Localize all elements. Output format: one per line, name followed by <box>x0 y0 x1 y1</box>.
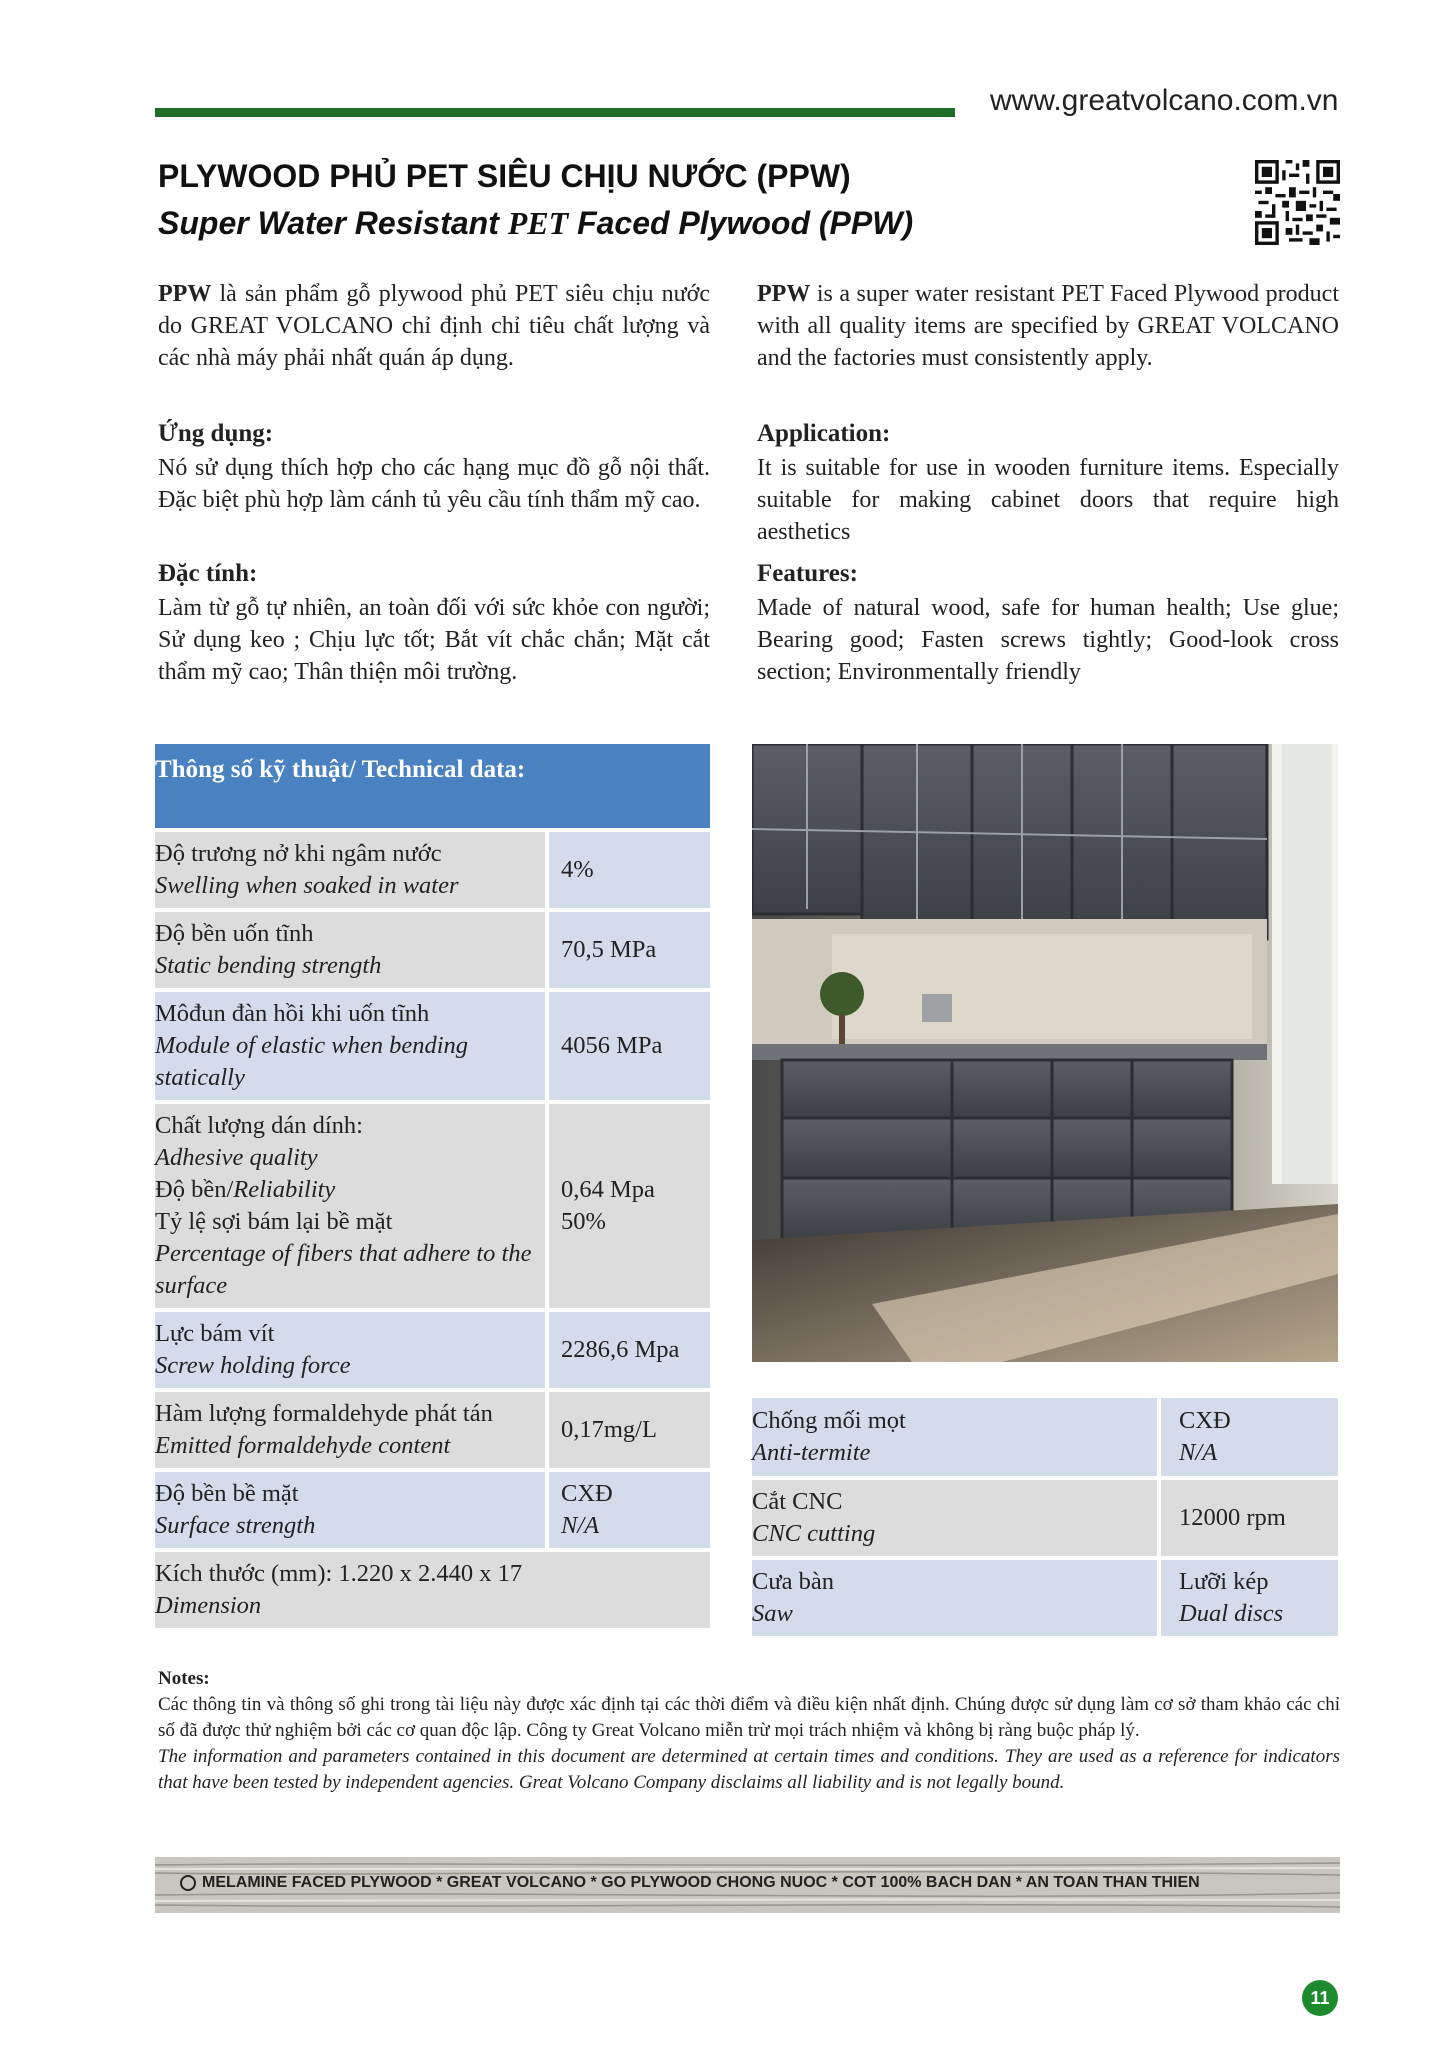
features-heading-en: Features: <box>757 560 858 587</box>
table-row <box>752 1558 1338 1638</box>
table-row <box>155 830 710 910</box>
row-value: CXĐ N/A <box>1159 1398 1338 1478</box>
intro-en: PPW is a super water resistant PET Faced Plywood product with all quality items are specified by GREAT VOLCANO and the factories must consistently apply. <box>757 281 1339 371</box>
kitchen-cabinet-photo <box>752 744 1338 1362</box>
row-value: 0,17mg/L <box>547 1390 710 1470</box>
application-heading-vn: Ứng dụng: <box>158 420 274 447</box>
table-header: Thông số kỹ thuật/ Technical data: <box>155 744 710 830</box>
application-text-en: It is suitable for use in wooden furniture items. Especially suitable for making cabinet doors that require high aesthetics <box>757 455 1339 545</box>
row-label: Lực bám vít Screw holding force <box>155 1310 547 1390</box>
table-row <box>155 1470 710 1550</box>
row-label: Môđun đàn hồi khi uốn tĩnh Module of elastic when bending statically <box>155 990 547 1102</box>
row-label: Chống mối mọt Anti-termite <box>752 1398 1159 1478</box>
side-spec-table <box>752 1398 1338 1640</box>
row-value: CXĐ N/A <box>547 1470 710 1550</box>
table-row <box>155 910 710 990</box>
table-row <box>155 1102 710 1310</box>
row-value: 0,64 Mpa 50% <box>547 1102 710 1310</box>
qr-code-icon[interactable] <box>1255 160 1340 245</box>
table-row <box>155 1310 710 1390</box>
features-text-vn: Làm từ gỗ tự nhiên, an toàn đối với sức khỏe con người; Sử dụng keo ; Chịu lực tốt; Bắt vít chắc chắn; Mặt cắt thẩm mỹ cao; Thân thiện môi trường. <box>158 595 710 685</box>
row-label: Độ bền uốn tĩnh Static bending strength <box>155 910 547 990</box>
table-row-dimension <box>155 1550 710 1630</box>
page-number: 11 <box>1302 1980 1338 2016</box>
title-english: Super Water Resistant PET Faced Plywood (PPW) <box>158 205 914 241</box>
row-label: Chất lượng dán dính: Adhesive quality Độ bền/Reliability Tỷ lệ sợi bám lại bề mặt Percentage of fibers that adhere to the surface <box>155 1102 547 1310</box>
row-label: Độ trương nở khi ngâm nước Swelling when soaked in water <box>155 830 547 910</box>
notes-en: The information and parameters contained in this document are determined at certain times and conditions. They are used as a reference for indicators that have been tested by independent agencies. Great Volcano Company disclaims all liability and is not legally bound. <box>158 1746 1340 1793</box>
notes-vn: Các thông tin và thông số ghi trong tài liệu này được xác định tại các thời điểm và điều kiện nhất định. Chúng được sử dụng làm cơ sở tham khảo các chỉ số đã được thử nghiệm bởi các cơ quan độc lập. Công ty Great Volcano miễn trừ mọi trách nhiệm và không bị ràng buộc pháp lý. <box>158 1694 1340 1741</box>
notes-heading: Notes: <box>158 1668 210 1689</box>
technical-data-table <box>155 744 710 1632</box>
features-heading-vn: Đặc tính: <box>158 560 258 587</box>
notes-section <box>158 1666 1340 1796</box>
table-row <box>752 1478 1338 1558</box>
title-vietnamese: PLYWOOD PHỦ PET SIÊU CHỊU NƯỚC (PPW) <box>158 158 851 194</box>
row-value: 2286,6 Mpa <box>547 1310 710 1390</box>
row-label: Cắt CNC CNC cutting <box>752 1478 1159 1558</box>
row-value: 4056 MPa <box>547 990 710 1102</box>
header-rule <box>155 108 955 117</box>
features-text-en: Made of natural wood, safe for human health; Use glue; Bearing good; Fasten screws tightly; Good-look cross section; Environmentally friendly <box>757 595 1339 685</box>
table-row <box>155 1390 710 1470</box>
row-label: Cưa bàn Saw <box>752 1558 1159 1638</box>
row-value: 12000 rpm <box>1159 1478 1338 1558</box>
row-label: Độ bền bề mặt Surface strength <box>155 1470 547 1550</box>
table-row <box>752 1398 1338 1478</box>
row-value: Lưỡi kép Dual discs <box>1159 1558 1338 1638</box>
row-value: 4% <box>547 830 710 910</box>
row-value: 70,5 MPa <box>547 910 710 990</box>
footer-band-text: MELAMINE FACED PLYWOOD * GREAT VOLCANO * GO PLYWOOD CHONG NUOC * COT 100% BACH DAN * AN TOAN THAN THIEN <box>180 1874 1200 1892</box>
website-url[interactable]: www.greatvolcano.com.vn <box>990 84 1339 117</box>
row-label: Hàm lượng formaldehyde phát tán Emitted formaldehyde content <box>155 1390 547 1470</box>
application-heading-en: Application: <box>757 420 891 447</box>
table-row <box>155 990 710 1102</box>
logo-icon <box>180 1875 196 1891</box>
intro-vn: PPW là sản phẩm gỗ plywood phủ PET siêu chịu nước do GREAT VOLCANO chỉ định chỉ tiêu chất lượng và các nhà máy phải nhất quán áp dụng. <box>158 281 710 371</box>
application-text-vn: Nó sử dụng thích hợp cho các hạng mục đồ gỗ nội thất. Đặc biệt phù hợp làm cánh tủ yêu cầu tính thẩm mỹ cao. <box>158 455 710 513</box>
dimension-cell: Kích thước (mm): 1.220 x 2.440 x 17 Dimension <box>155 1550 710 1630</box>
